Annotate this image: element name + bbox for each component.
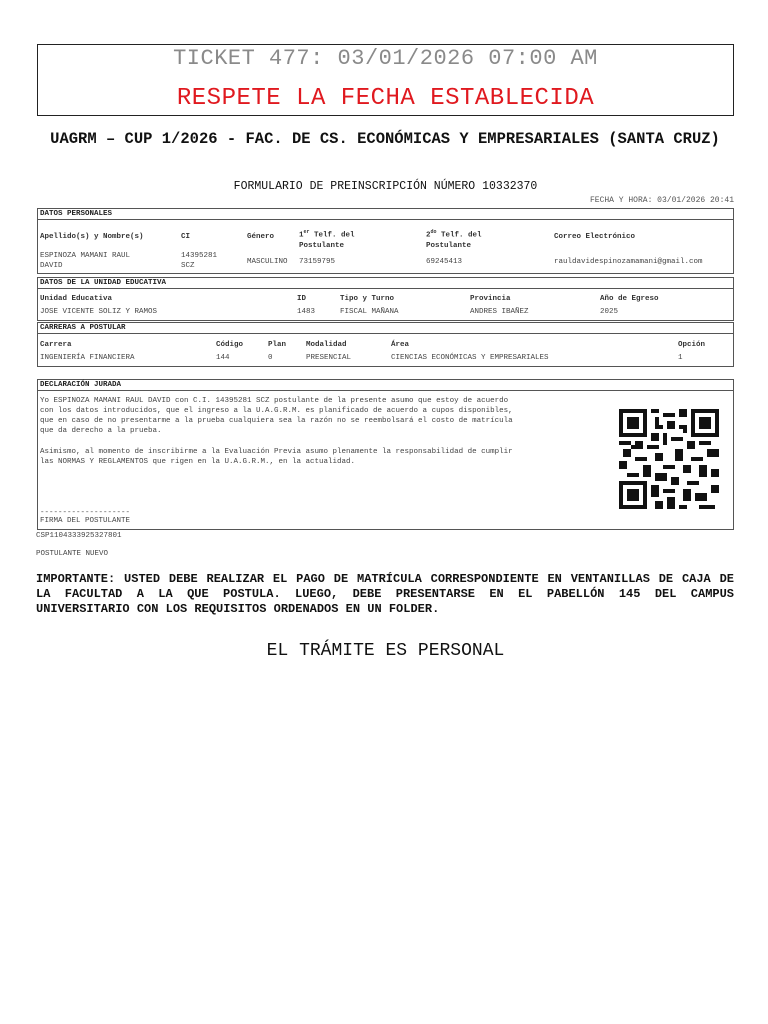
section-heading: DATOS DE LA UNIDAD EDUCATIVA bbox=[38, 278, 733, 289]
section-heading: DATOS PERSONALES bbox=[38, 209, 733, 220]
value-opcion: 1 bbox=[678, 354, 683, 362]
qr-code-icon bbox=[619, 409, 719, 509]
csp-code: CSP1104333925327801 bbox=[36, 532, 122, 540]
ticket-number bbox=[37, 46, 734, 71]
fecha-hora: FECHA Y HORA: 03/01/2026 20:41 bbox=[589, 196, 734, 205]
form-title: FORMULARIO DE PREINSCRIPCIÓN NÚMERO 10332370 bbox=[233, 180, 538, 193]
label-plan: Plan bbox=[268, 341, 287, 349]
label-provincia: Provincia bbox=[470, 295, 511, 303]
value-telf2: 69245413 bbox=[426, 258, 463, 266]
label-ci: CI bbox=[181, 233, 191, 241]
label-codigo: Código bbox=[216, 341, 244, 349]
declaracion-paragraph-2: Asimismo, al momento de inscribirme a la Evaluación Previa asumo plenamente la responsabilidad de cumplir las NORMAS Y REGLAMENTOS que rigen en la U.A.G.R.M., en la actualidad. bbox=[40, 448, 513, 466]
label-id: ID bbox=[297, 295, 307, 303]
value-provincia: ANDRES IBAÑEZ bbox=[470, 308, 529, 316]
ticket-text: TICKET 477: 03/01/2026 07:00 AM bbox=[169, 46, 602, 71]
respete-fecha-warning: RESPETE LA FECHA ESTABLECIDA bbox=[176, 85, 595, 112]
unidad-educativa-section bbox=[37, 277, 734, 321]
label-tipo: Tipo y Turno bbox=[340, 295, 395, 303]
label-telf1: 1er Telf. del Postulante bbox=[299, 229, 355, 250]
value-modalidad: PRESENCIAL bbox=[306, 354, 352, 362]
label-correo: Correo Electrónico bbox=[554, 233, 636, 241]
label-modalidad: Modalidad bbox=[306, 341, 347, 349]
tramite-personal: EL TRÁMITE ES PERSONAL bbox=[266, 641, 505, 661]
firma-line: -------------------- bbox=[40, 509, 131, 517]
value-nombre: ESPINOZA MAMANI RAUL DAVID bbox=[40, 252, 131, 270]
value-correo: rauldavidespinozamamani@gmail.com bbox=[554, 258, 703, 266]
label-egreso: Año de Egreso bbox=[600, 295, 659, 303]
label-opcion: Opción bbox=[678, 341, 706, 349]
datos-personales-section bbox=[37, 208, 734, 274]
value-area: CIENCIAS ECONÓMICAS Y EMPRESARIALES bbox=[391, 354, 549, 362]
value-id: 1483 bbox=[297, 308, 316, 316]
label-telf2: $2^{do}$ Telf. del Postulante bbox=[426, 229, 482, 250]
value-ci: 14395281 SCZ bbox=[181, 252, 218, 270]
importante-notice: IMPORTANTE: USTED DEBE REALIZAR EL PAGO DE MATRÍCULA CORRESPONDIENTE EN VENTANILLAS DE CAJA DE LA FACULTAD A LA QUE POSTULA. LUEGO, DEBE PRESENTARSE EN EL PABELLÓN 145 DEL CAMPUS UNIVERSITARIO CON LOS REQUISITOS ORDENADOS EN UN FOLDER. bbox=[36, 572, 734, 616]
label-genero: Género bbox=[247, 233, 275, 241]
label-unidad: Unidad Educativa bbox=[40, 295, 113, 303]
university-title: UAGRM – CUP 1/2026 - FAC. DE CS. ECONÓMICAS Y EMPRESARIALES (SANTA CRUZ) bbox=[50, 130, 720, 148]
value-carrera: INGENIERÍA FINANCIERA bbox=[40, 354, 135, 362]
section-heading: CARRERAS A POSTULAR bbox=[38, 323, 733, 334]
value-codigo: 144 bbox=[216, 354, 230, 362]
value-plan: 0 bbox=[268, 354, 273, 362]
firma-label: FIRMA DEL POSTULANTE bbox=[40, 517, 131, 525]
postulante-tipo: POSTULANTE NUEVO bbox=[36, 550, 109, 558]
label-nombre: Apellido(s) y Nombre(s) bbox=[40, 233, 144, 241]
label-carrera: Carrera bbox=[40, 341, 72, 349]
value-telf1: 73159795 bbox=[299, 258, 336, 266]
value-unidad: JOSE VICENTE SOLIZ Y RAMOS bbox=[40, 308, 158, 316]
value-tipo: FISCAL MAÑANA bbox=[340, 308, 399, 316]
carreras-section bbox=[37, 322, 734, 367]
declaracion-text bbox=[40, 396, 608, 478]
declaracion-paragraph-1: Yo ESPINOZA MAMANI RAUL DAVID con C.I. 14395281 SCZ postulante de la presente asumo que estoy de acuerdo con los datos introducidos, que el ingreso a la U.A.G.R.M. es planificado de acuerdo a cupos disponibles, que en caso de no presentarme a la prueba cualquiera sea la razón no se reembolsará el costo de matrícula que da derecho a la prueba. bbox=[40, 397, 513, 435]
section-heading: DECLARACIÓN JURADA bbox=[38, 380, 733, 391]
label-area: Área bbox=[391, 341, 410, 349]
value-genero: MASCULINO bbox=[247, 258, 288, 266]
value-egreso: 2025 bbox=[600, 308, 619, 316]
